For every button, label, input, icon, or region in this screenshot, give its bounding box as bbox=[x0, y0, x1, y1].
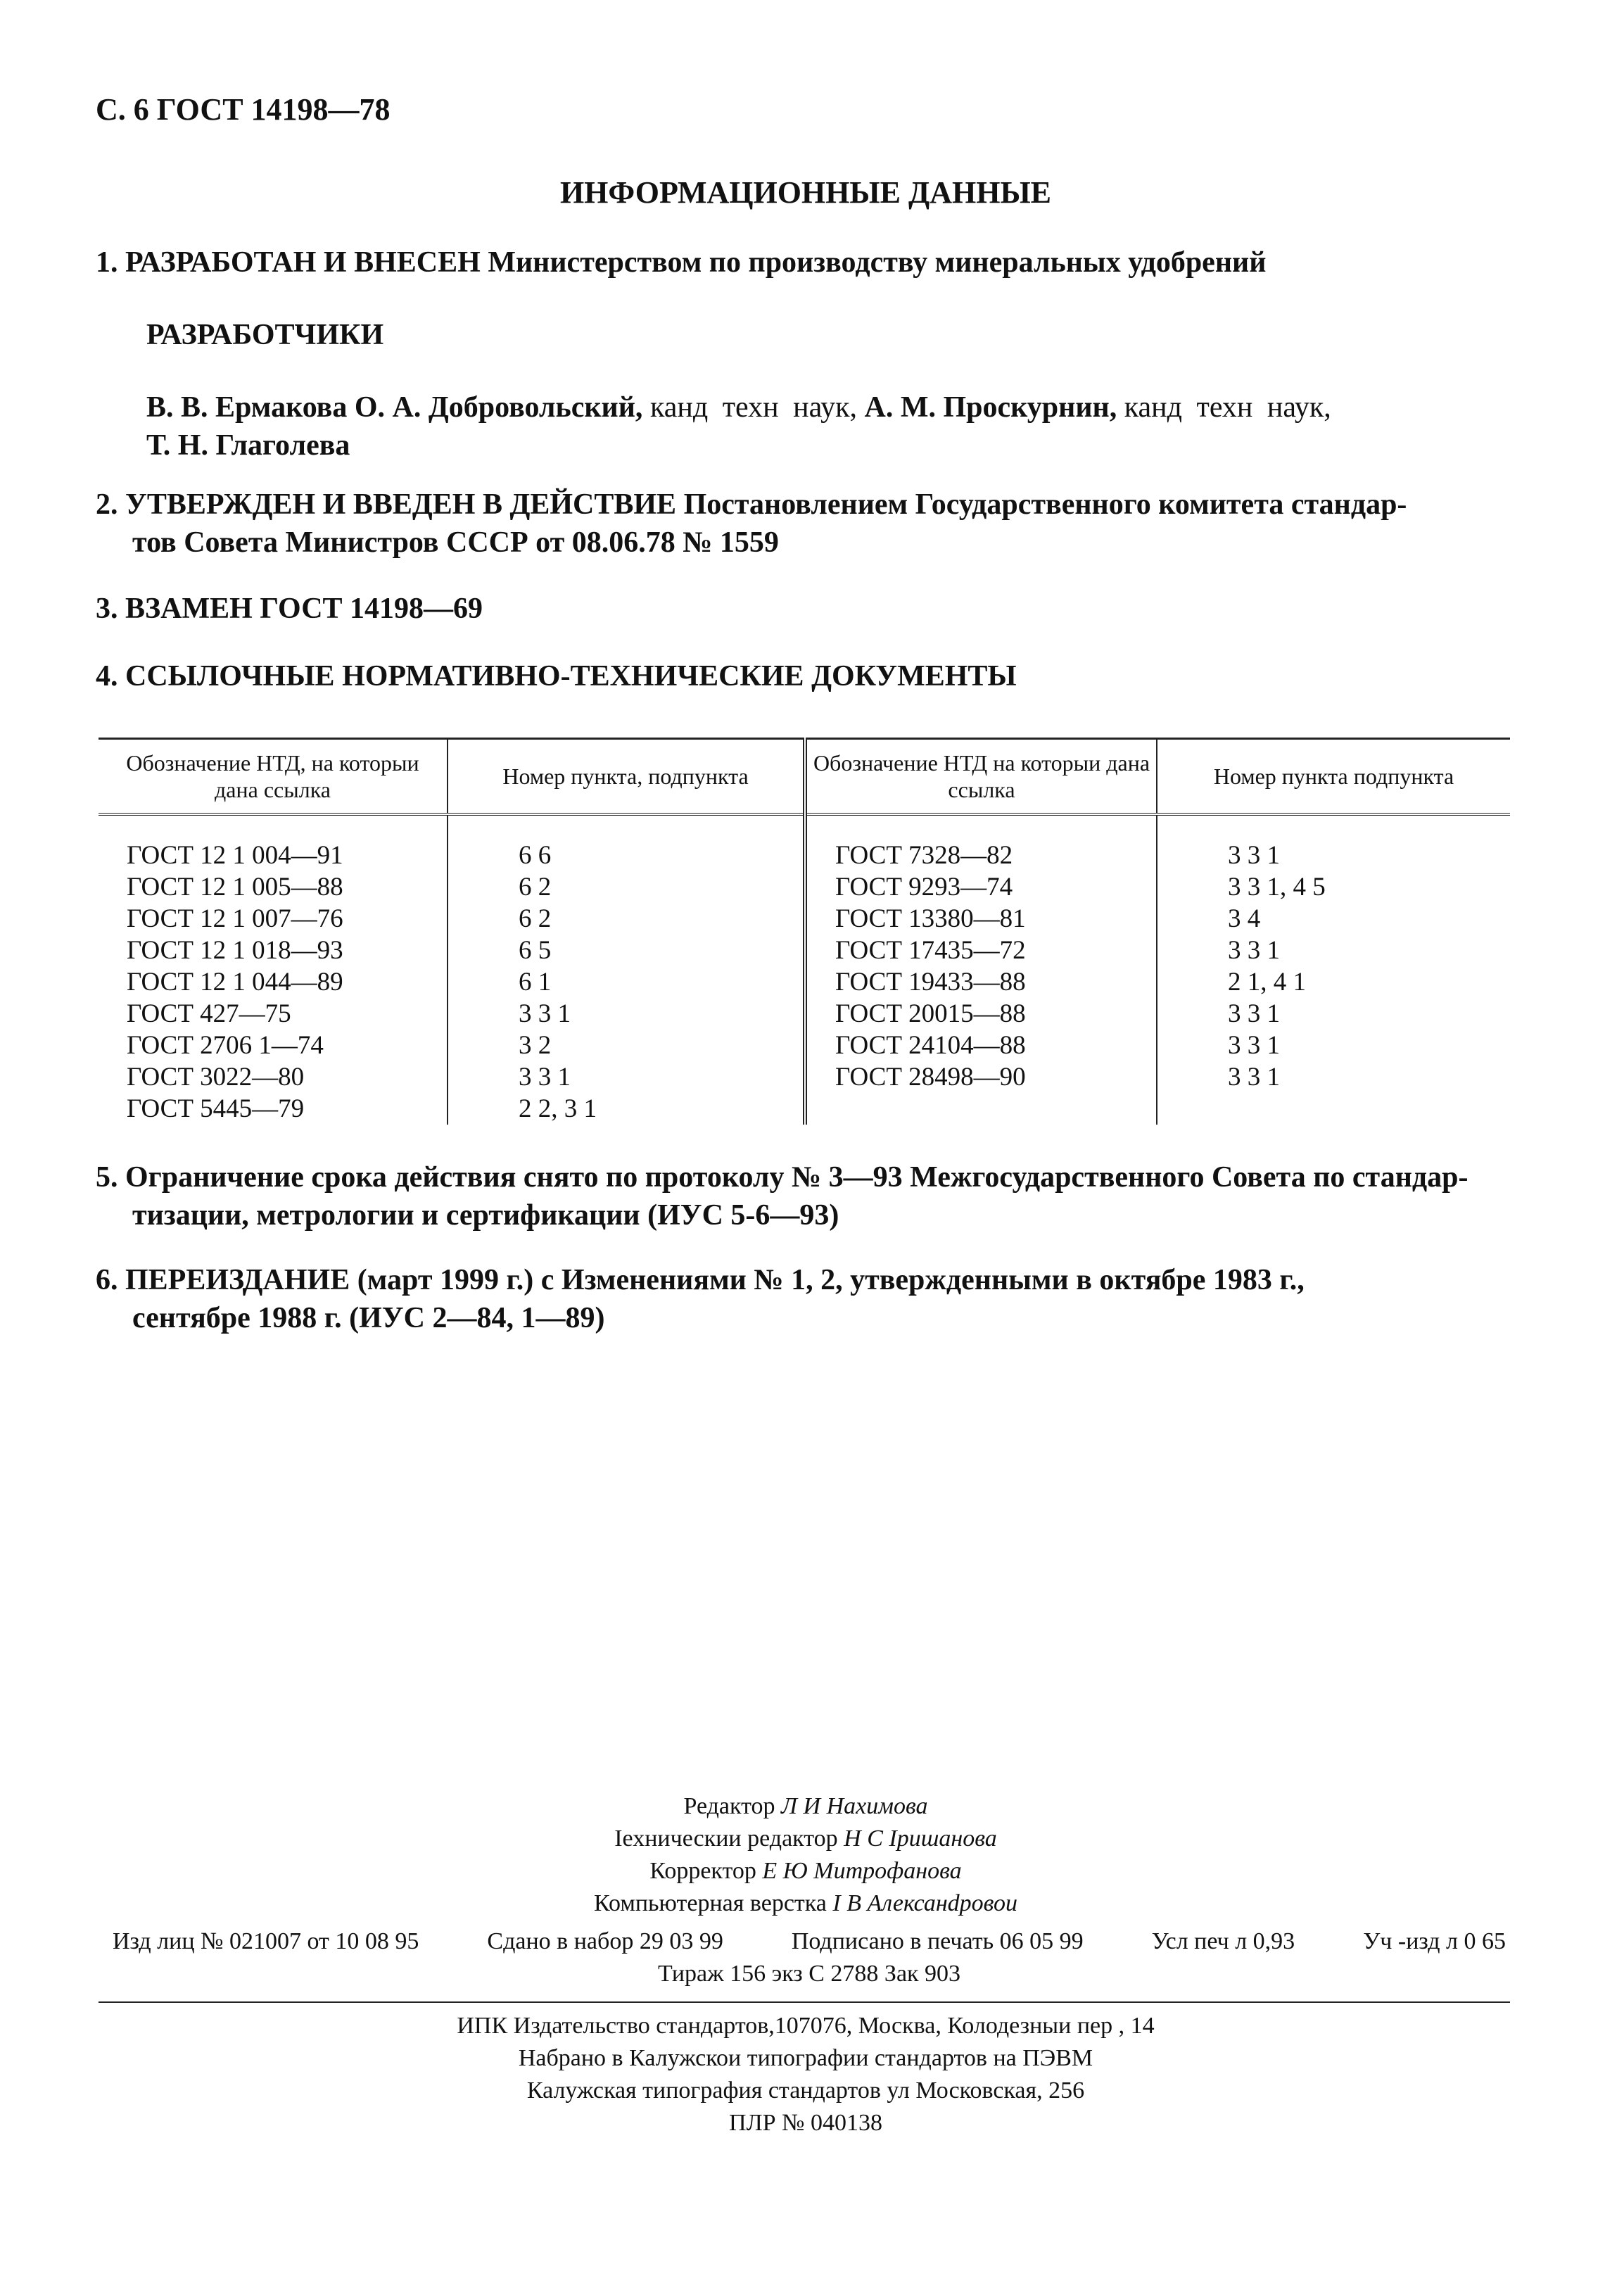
developers-heading: РАЗРАБОТЧИКИ bbox=[146, 319, 384, 351]
printer-info bbox=[0, 2010, 1611, 2139]
print-run: Тираж 156 экз С 2788 Зак 903 bbox=[657, 1961, 961, 1987]
table-cell: 3 3 1 bbox=[1228, 841, 1280, 870]
table-cell: ГОСТ 12 1 004—91 bbox=[99, 814, 448, 871]
item-number: 6. bbox=[96, 1264, 118, 1296]
table-cell: ГОСТ 5445—79 bbox=[99, 1093, 448, 1125]
table-cell: ГОСТ 12 1 018—93 bbox=[99, 935, 448, 966]
printer-line: ИПК Издательство стандартов,107076, Москва, Колодезныи пер , 14 bbox=[457, 2013, 1155, 2039]
tech-editor-label: Iехническии редактор bbox=[614, 1826, 838, 1852]
developer-title-1: канд техн наук, bbox=[649, 391, 858, 424]
table-row bbox=[99, 903, 1510, 935]
table-cell: 3 3 1, 4 5 bbox=[1228, 873, 1326, 902]
table-cell: ГОСТ 12 1 005—88 bbox=[99, 871, 448, 903]
item-4-text: ССЫЛОЧНЫЕ НОРМАТИВНО-ТЕХНИЧЕСКИЕ ДОКУМЕНТЫ bbox=[125, 660, 1017, 692]
typeset-date: Сдано в набор 29 03 99 bbox=[487, 1928, 723, 1954]
item-2-heading: УТВЕРЖДЕН И ВВЕДЕН В ДЕЙСТВИЕ bbox=[125, 488, 677, 521]
publication-data-row bbox=[113, 1925, 1506, 1958]
column-header: Номер пункта подпункта bbox=[1157, 739, 1510, 815]
table-cell: ГОСТ 19433—88 bbox=[805, 966, 1157, 998]
table-cell: 3 3 1 bbox=[1228, 1031, 1280, 1060]
item-2 bbox=[96, 486, 1510, 562]
table-cell bbox=[1157, 1093, 1510, 1125]
corrector-label: Корректор bbox=[649, 1858, 756, 1884]
table-cell: 6 5 bbox=[448, 935, 805, 966]
table-cell: 3 3 1 bbox=[1228, 1063, 1280, 1092]
column-header: Номер пункта, подпункта bbox=[448, 739, 805, 815]
column-header: Обозначение НТД, на которыи дана ссылка bbox=[99, 739, 448, 815]
item-5-continuation: тизации, метрологии и сертификации (ИУС 5-6—93) bbox=[132, 1199, 839, 1232]
table-cell: ГОСТ 9293—74 bbox=[805, 871, 1157, 903]
item-number: 4. bbox=[96, 660, 118, 692]
table-cell: 3 3 1 bbox=[448, 1061, 805, 1093]
layout-line bbox=[0, 1887, 1611, 1920]
item-number: 2. bbox=[96, 488, 118, 521]
item-2-continuation: тов Совета Министров СССР от 08.06.78 № 1559 bbox=[132, 526, 779, 559]
table-cell: ГОСТ 17435—72 bbox=[805, 935, 1157, 966]
item-number: 1. bbox=[96, 246, 118, 279]
table-row bbox=[99, 1061, 1510, 1093]
table-cell: ГОСТ 13380—81 bbox=[805, 903, 1157, 935]
print-date: Подписано в печать 06 05 99 bbox=[791, 1928, 1084, 1954]
references-table bbox=[99, 738, 1510, 1125]
table-cell: ГОСТ 24104—88 bbox=[805, 1030, 1157, 1061]
table-row bbox=[99, 966, 1510, 998]
printer-line: Калужская типография стандартов ул Московская, 256 bbox=[526, 2077, 1085, 2104]
column-header: Обозначение НТД на которыи дана ссылка bbox=[805, 739, 1157, 815]
table-cell: ГОСТ 28498—90 bbox=[805, 1061, 1157, 1093]
item-3-text: ВЗАМЕН ГОСТ 14198—69 bbox=[125, 593, 483, 625]
table-row bbox=[99, 1030, 1510, 1061]
developer-names-3: Т. Н. Глаголева bbox=[146, 429, 350, 462]
printer-line: Набрано в Калужскои типографии стандартов на ПЭВМ bbox=[518, 2045, 1093, 2071]
table-cell: 3 3 1 bbox=[1228, 999, 1280, 1028]
table-cell: 3 2 bbox=[448, 1030, 805, 1061]
developers-list bbox=[146, 388, 1511, 464]
table-cell: 6 2 bbox=[448, 871, 805, 903]
table-cell: 3 3 1 bbox=[1228, 936, 1280, 965]
table-row bbox=[99, 814, 1510, 871]
table-cell: ГОСТ 2706 1—74 bbox=[99, 1030, 448, 1061]
table-cell: ГОСТ 12 1 007—76 bbox=[99, 903, 448, 935]
table-row bbox=[99, 998, 1510, 1030]
table-cell bbox=[805, 1093, 1157, 1125]
developer-title-2: канд техн наук, bbox=[1124, 391, 1331, 424]
item-6-text: ПЕРЕИЗДАНИЕ (март 1999 г.) с Изменениями № 1, 2, утвержденными в октябре 1983 г., bbox=[125, 1264, 1305, 1296]
item-3 bbox=[96, 590, 1510, 628]
item-number: 5. bbox=[96, 1161, 118, 1194]
item-1-heading: РАЗРАБОТАН И ВНЕСЕН bbox=[125, 246, 481, 279]
page-header: С. 6 ГОСТ 14198—78 bbox=[96, 92, 391, 127]
item-6-continuation: сентябре 1988 г. (ИУС 2—84, 1—89) bbox=[132, 1302, 605, 1334]
corrector-name: Е Ю Митрофанова bbox=[762, 1858, 962, 1884]
table-row bbox=[99, 871, 1510, 903]
item-2-text: Постановлением Государственного комитета стандар- bbox=[683, 488, 1407, 521]
table-cell: 2 1, 4 1 bbox=[1228, 968, 1306, 997]
page-title: ИНФОРМАЦИОННЫЕ ДАННЫЕ bbox=[559, 175, 1052, 210]
layout-label: Компьютерная верстка bbox=[594, 1890, 827, 1916]
table-cell: ГОСТ 3022—80 bbox=[99, 1061, 448, 1093]
table-header-row bbox=[99, 739, 1510, 815]
layout-name: I В Алексанdровои bbox=[832, 1890, 1017, 1916]
table-cell: 3 4 bbox=[1228, 904, 1261, 933]
table-cell: 3 3 1 bbox=[448, 998, 805, 1030]
editor-name: Л И Нахимова bbox=[781, 1793, 928, 1819]
table-cell: ГОСТ 20015—88 bbox=[805, 998, 1157, 1030]
printer-line: ПЛР № 040138 bbox=[729, 2110, 882, 2136]
developer-names-1: В. В. Ермакова О. А. Добровольский, bbox=[146, 391, 643, 424]
item-6 bbox=[96, 1261, 1510, 1337]
item-1-text: Министерством по производству минеральных удобрений bbox=[488, 246, 1267, 279]
divider bbox=[99, 2001, 1510, 2003]
license-info: Изд лиц № 021007 от 10 08 95 bbox=[113, 1928, 419, 1954]
editor-label: Редактор bbox=[683, 1793, 775, 1819]
table-row bbox=[99, 1093, 1510, 1125]
item-5 bbox=[96, 1158, 1510, 1234]
table-cell: 6 6 bbox=[448, 814, 805, 871]
table-cell: 6 2 bbox=[448, 903, 805, 935]
table-row bbox=[99, 935, 1510, 966]
table-cell: ГОСТ 427—75 bbox=[99, 998, 448, 1030]
table-cell: 2 2, 3 1 bbox=[448, 1093, 805, 1125]
tech-editor-name: Н С Iришанова bbox=[844, 1826, 997, 1852]
table-cell: ГОСТ 12 1 044—89 bbox=[99, 966, 448, 998]
corrector-line bbox=[0, 1855, 1611, 1887]
table-cell: 6 1 bbox=[448, 966, 805, 998]
developer-names-2: А. М. Проскурнин, bbox=[864, 391, 1117, 424]
tech-editor-line bbox=[0, 1823, 1611, 1855]
editor-line bbox=[0, 1790, 1611, 1823]
table-cell: ГОСТ 7328—82 bbox=[805, 814, 1157, 871]
item-number: 3. bbox=[96, 593, 118, 625]
item-4 bbox=[96, 657, 1510, 695]
printed-sheets: Усл печ л 0,93 bbox=[1151, 1928, 1295, 1954]
imprint-credits bbox=[0, 1790, 1611, 1920]
item-1 bbox=[96, 243, 1510, 281]
publication-data bbox=[113, 1925, 1506, 1990]
item-5-text: Ограничение срока действия снято по протоколу № 3—93 Межгосударственного Совета по стандар- bbox=[125, 1161, 1468, 1194]
publisher-sheets: Уч -изд л 0 65 bbox=[1363, 1928, 1506, 1954]
